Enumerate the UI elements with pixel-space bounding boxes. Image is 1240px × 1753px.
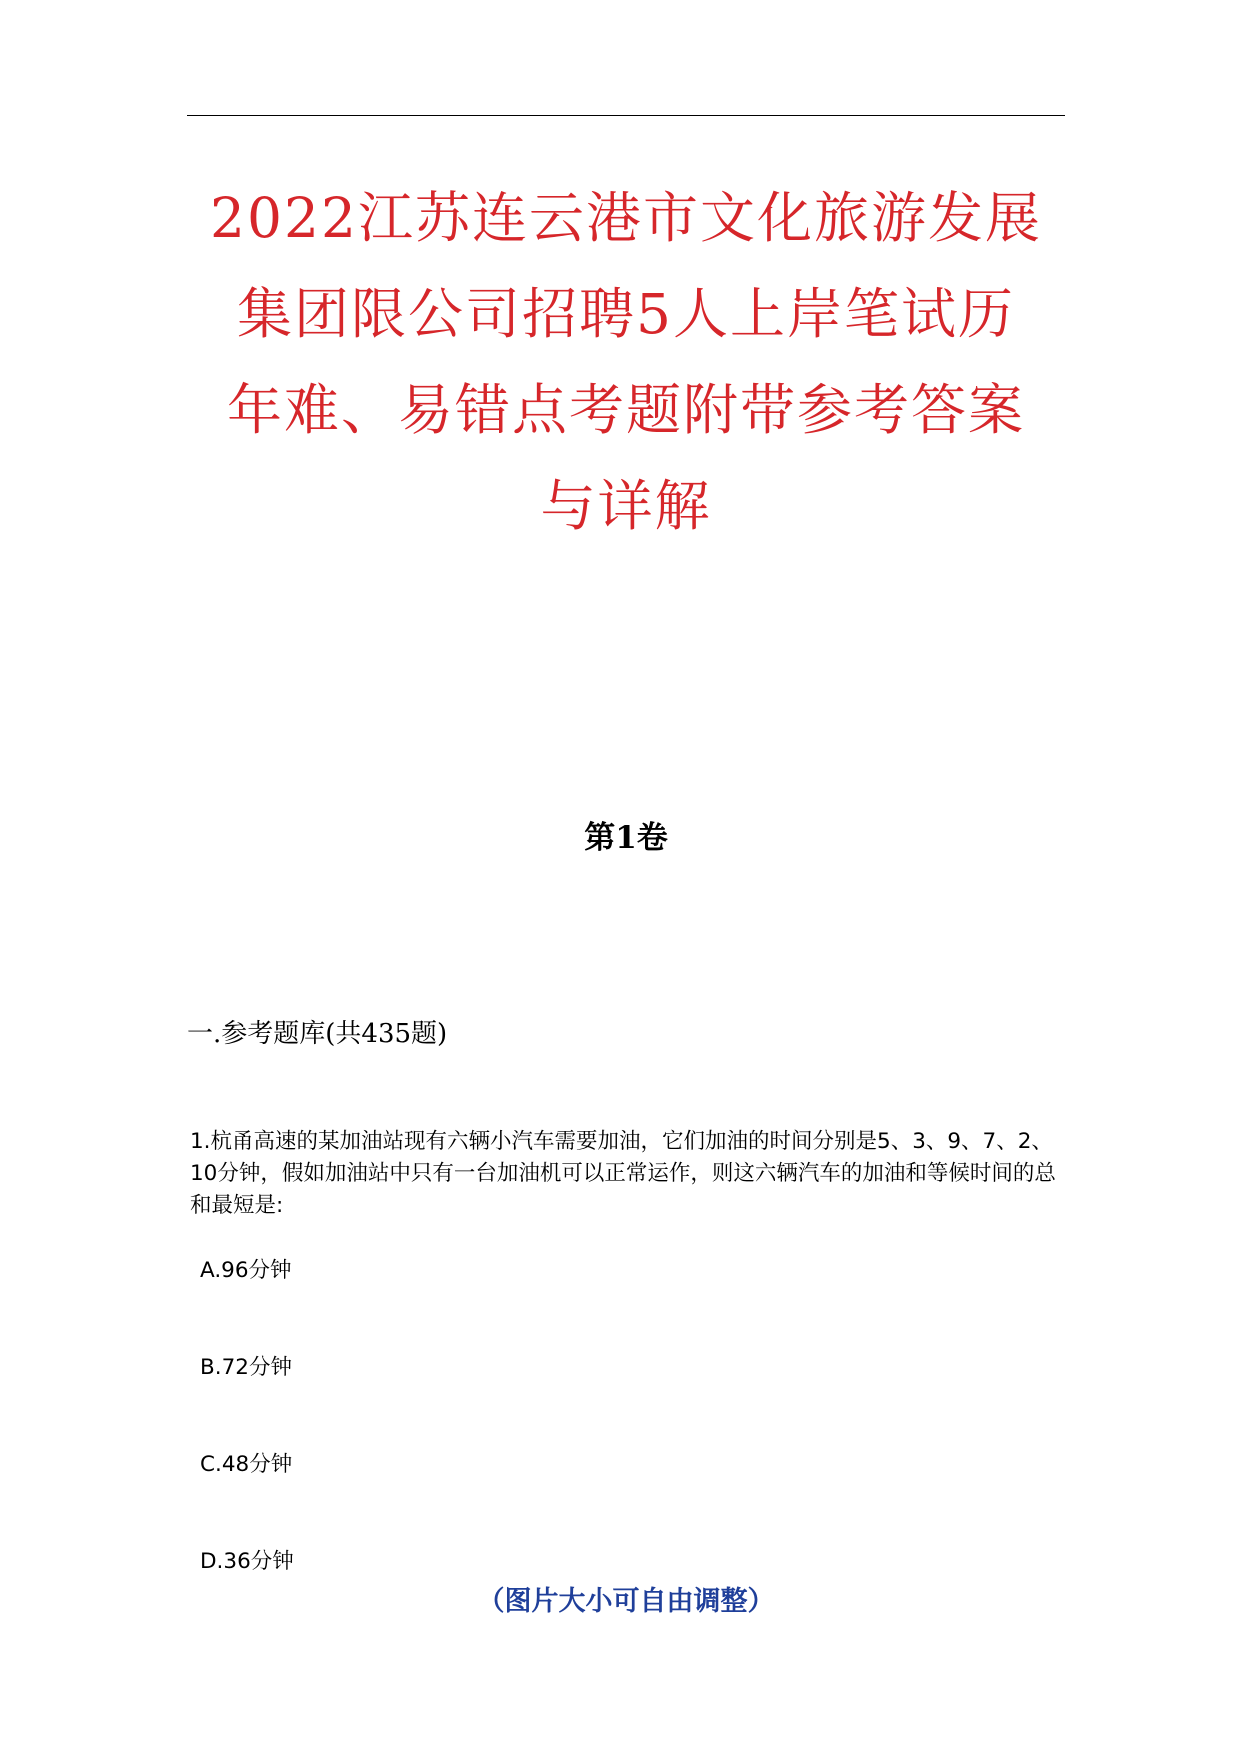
title-line-2: 集团限公司招聘5人上岸笔试历 [237, 282, 1015, 346]
title-line-4: 与详解 [540, 474, 712, 538]
section-heading: 一.参考题库(共435题) [187, 1019, 448, 1049]
document-title [187, 170, 1065, 554]
volume-title: 第1卷 [584, 820, 668, 856]
title-line-1: 2022江苏连云港市文化旅游发展 [210, 186, 1042, 250]
title-line-3: 年难、易错点考题附带参考答案 [226, 378, 1025, 442]
top-divider [187, 115, 1065, 116]
option-a: A.96分钟 [200, 1258, 292, 1283]
question-text: 1.杭甬高速的某加油站现有六辆小汽车需要加油，它们加油的时间分别是5、3、9、7、2、10分钟，假如加油站中只有一台加油机可以正常运作，则这六辆汽车的加油和等候时间的总和最短是: [190, 1129, 1056, 1218]
image-resize-note: （图片大小可自由调整） [477, 1586, 775, 1617]
option-c: C.48分钟 [200, 1452, 293, 1477]
option-b: B.72分钟 [200, 1355, 292, 1380]
option-d: D.36分钟 [200, 1549, 294, 1574]
